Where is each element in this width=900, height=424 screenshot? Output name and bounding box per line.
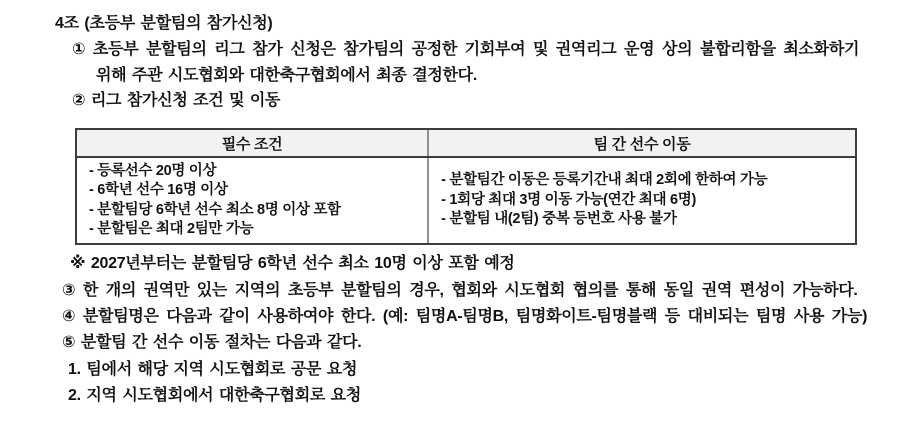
- player-movement-item: - 분할팀간 이동은 등록기간내 최대 2회에 한하여 가능: [441, 172, 768, 189]
- clause-4: ④ 분할팀명은 다음과 같이 사용하여야 한다. (예: 팀명A-팀명B, 팀명화이트-팀명블랙 등 대비되는 팀명 사용 가능): [62, 308, 868, 325]
- note-2027: ※ 2027년부터는 분할팀당 6학년 선수 최소 10명 이상 포함 예정: [70, 255, 515, 272]
- table-header-row: [77, 130, 855, 158]
- table-header-required-conditions: 필수 조건: [221, 135, 283, 153]
- required-condition-item: - 등록선수 20명 이상: [89, 162, 217, 179]
- table-body-row: [77, 158, 855, 243]
- table-header-player-movement: 팀 간 선수 이동: [427, 130, 855, 156]
- procedure-step-1: 1. 팀에서 해당 지역 시도협회로 공문 요청: [68, 361, 358, 378]
- conditions-table: [75, 128, 857, 245]
- clause-2: ② 리그 참가신청 조건 및 이동: [72, 92, 281, 109]
- clause-5: ⑤ 분할팀 간 선수 이동 절차는 다음과 같다.: [62, 334, 362, 351]
- clause-1-line-1: ① 초등부 분할팀의 리그 참가 신청은 참가팀의 공정한 기회부여 및 권역리그 운영 상의 불합리함을 최소화하기: [72, 41, 860, 58]
- clause-3: ③ 한 개의 권역만 있는 지역의 초등부 분할팀의 경우, 협회와 시도협회 협의를 통해 동일 권역 편성이 가능하다.: [62, 282, 858, 299]
- player-movement-item: - 1회당 최대 3명 이동 가능(연간 최대 6명): [441, 191, 696, 208]
- required-conditions-cell: [77, 158, 427, 243]
- required-condition-item: - 분할팀당 6학년 선수 최소 8명 이상 포함: [89, 201, 341, 218]
- required-condition-item: - 분할팀은 최대 2팀만 가능: [89, 221, 254, 237]
- player-movement-item: - 분할팀 내(2팀) 중복 등번호 사용 불가: [441, 211, 677, 228]
- clause-1-line-2: 위해 주관 시도협회와 대한축구협회에서 최종 결정한다.: [96, 67, 477, 84]
- required-condition-item: - 6학년 선수 16명 이상: [89, 182, 228, 198]
- article-title: 4조 (초등부 분할팀의 참가신청): [55, 15, 273, 32]
- player-movement-cell: [427, 158, 855, 243]
- procedure-step-2: 2. 지역 시도협회에서 대한축구협회로 요청: [68, 387, 361, 404]
